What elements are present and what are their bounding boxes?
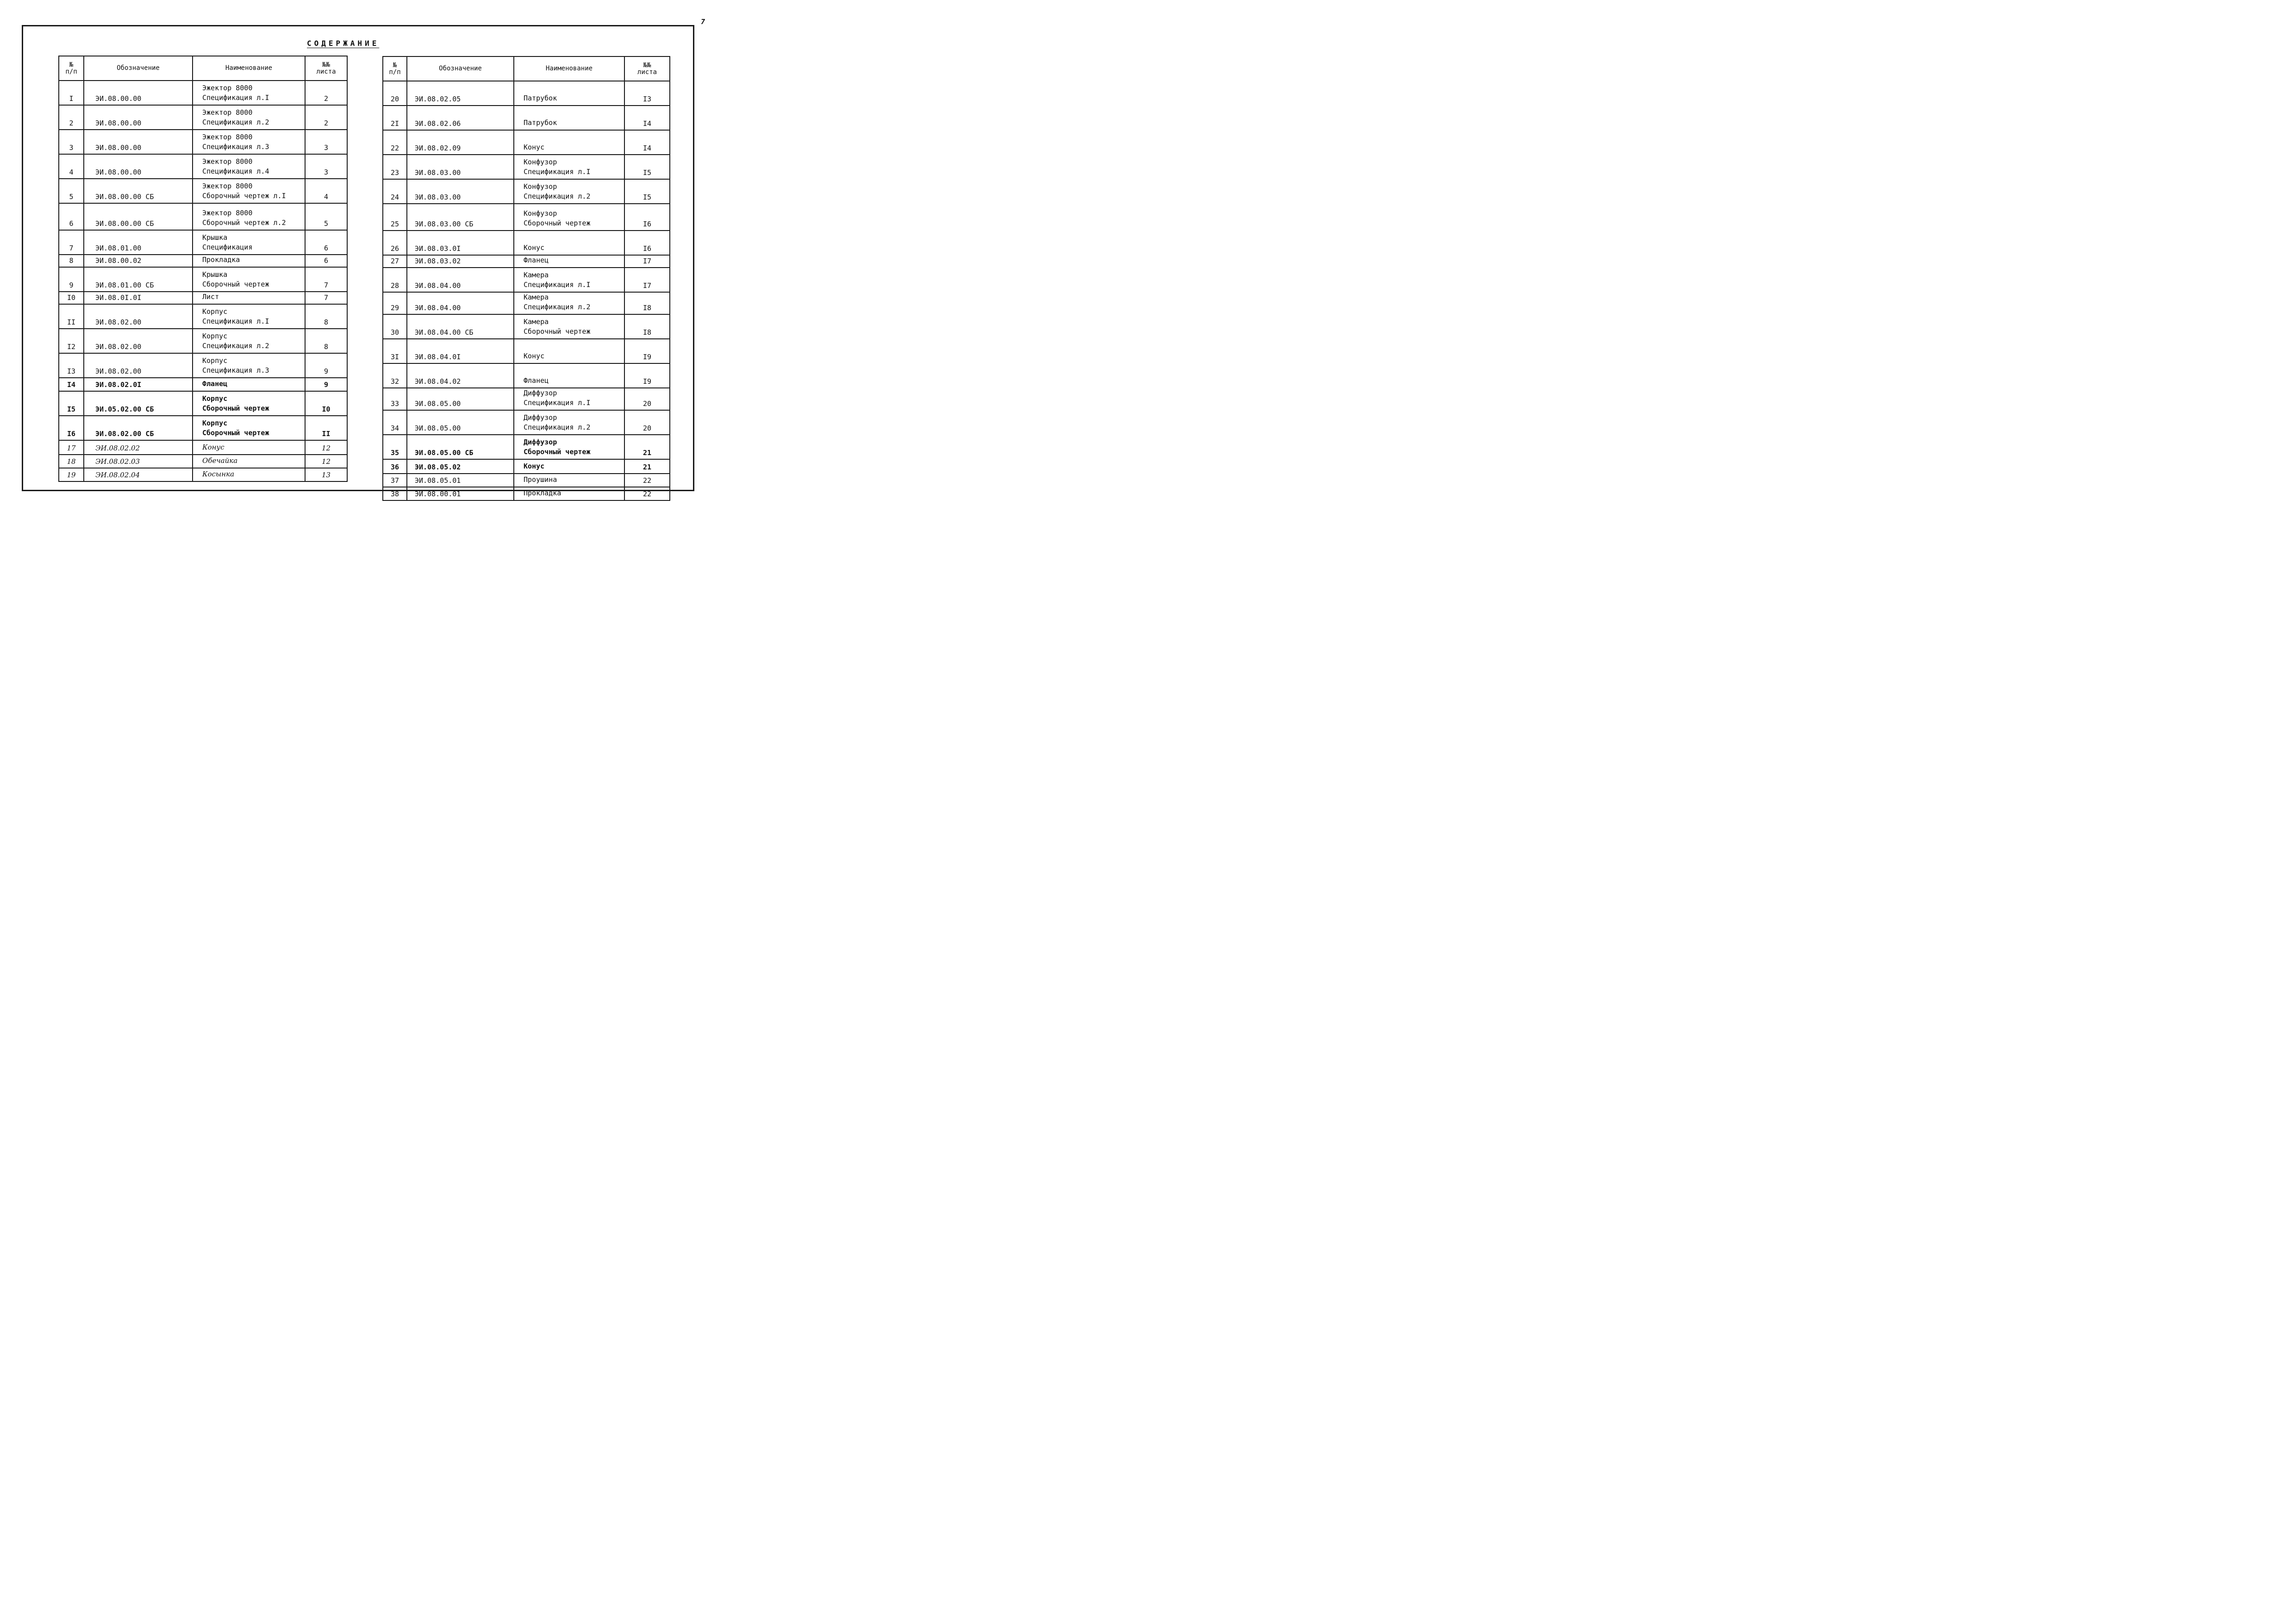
row-name <box>193 329 305 353</box>
row-name <box>193 203 305 230</box>
row-designation: ЭИ.08.04.00 СБ <box>407 314 514 339</box>
row-name-line: Конфузор <box>524 209 557 218</box>
row-designation: ЭИ.08.02.00 <box>84 329 193 353</box>
table-row <box>59 440 347 455</box>
row-name <box>514 231 624 255</box>
row-sheet: I4 <box>624 106 670 130</box>
table-row <box>383 487 670 500</box>
row-name-line: Конфузор <box>524 158 557 166</box>
row-name-line: Эжектор 8000 <box>202 133 253 141</box>
row-sheet: 8 <box>305 304 347 329</box>
column-header-sheet: №№ листа <box>624 56 670 81</box>
row-sheet: 12 <box>305 455 347 468</box>
row-number: 3I <box>383 339 407 363</box>
row-name <box>193 255 305 267</box>
row-name-line: Эжектор 8000 <box>202 108 253 117</box>
row-number: 4 <box>59 154 84 179</box>
row-name-line: Фланец <box>524 256 549 264</box>
row-sheet: I3 <box>624 81 670 106</box>
row-name-line: Спецификация л.4 <box>202 167 269 175</box>
row-sheet: 7 <box>305 292 347 304</box>
row-name-line: Обечайка <box>202 456 238 465</box>
row-sheet: I8 <box>624 314 670 339</box>
table-row <box>59 230 347 255</box>
row-number: 8 <box>59 255 84 267</box>
row-number: 2I <box>383 106 407 130</box>
document-title: СОДЕРЖАНИЕ <box>307 39 380 48</box>
row-number: 25 <box>383 204 407 231</box>
row-designation: ЭИ.08.05.00 СБ <box>407 435 514 459</box>
row-name <box>193 267 305 292</box>
row-name-line: Конфузор <box>524 182 557 191</box>
row-designation: ЭИ.08.02.02 <box>84 440 193 455</box>
table-row <box>59 468 347 481</box>
row-name <box>193 179 305 203</box>
row-name <box>514 204 624 231</box>
row-name-line: Спецификация л.2 <box>524 303 591 311</box>
row-name-line: Спецификация л.3 <box>202 366 269 375</box>
row-name <box>193 416 305 440</box>
row-sheet: I6 <box>624 231 670 255</box>
row-name-line: Спецификация л.I <box>524 399 591 407</box>
row-name <box>193 81 305 105</box>
table-row <box>59 391 347 416</box>
row-sheet: 21 <box>624 435 670 459</box>
row-name-line: Спецификация л.2 <box>202 342 269 350</box>
table-row <box>59 329 347 353</box>
row-name-line: Эжектор 8000 <box>202 84 253 92</box>
row-designation: ЭИ.08.04.02 <box>407 363 514 388</box>
row-designation: ЭИ.08.02.00 СБ <box>84 416 193 440</box>
row-name <box>514 292 624 314</box>
row-designation: ЭИ.08.03.02 <box>407 255 514 268</box>
row-sheet: I5 <box>624 179 670 204</box>
row-name <box>514 179 624 204</box>
table-row <box>59 292 347 304</box>
row-sheet: 12 <box>305 440 347 455</box>
row-sheet: I0 <box>305 391 347 416</box>
row-name-line: Спецификация л.I <box>202 317 269 325</box>
row-number: I4 <box>59 378 84 391</box>
row-sheet: 6 <box>305 230 347 255</box>
row-sheet: 9 <box>305 378 347 391</box>
row-designation: ЭИ.08.03.00 <box>407 155 514 179</box>
table-row <box>383 314 670 339</box>
row-designation: ЭИ.08.04.0I <box>407 339 514 363</box>
row-sheet: I9 <box>624 363 670 388</box>
column-header-code: Обозначение <box>407 56 514 81</box>
row-designation: ЭИ.08.00.00 <box>84 81 193 105</box>
row-name-line: Спецификация л.3 <box>202 143 269 151</box>
table-row <box>383 410 670 435</box>
row-designation: ЭИ.08.02.00 <box>84 353 193 378</box>
row-name <box>193 105 305 130</box>
row-number: I0 <box>59 292 84 304</box>
table-row <box>383 363 670 388</box>
row-number: 7 <box>59 230 84 255</box>
row-sheet: 4 <box>305 179 347 203</box>
row-number: 20 <box>383 81 407 106</box>
row-designation: ЭИ.08.00.00 СБ <box>84 179 193 203</box>
table-row <box>59 255 347 267</box>
row-sheet: 22 <box>624 474 670 487</box>
row-designation: ЭИ.08.00.00 <box>84 154 193 179</box>
row-sheet: II <box>305 416 347 440</box>
row-designation: ЭИ.08.00.00 СБ <box>84 203 193 230</box>
column-header-name: Наименование <box>193 56 305 81</box>
row-sheet: 20 <box>624 388 670 410</box>
table-row <box>383 81 670 106</box>
row-sheet: 22 <box>624 487 670 500</box>
row-sheet: 8 <box>305 329 347 353</box>
row-name <box>514 435 624 459</box>
row-name-line: Сборочный чертеж л.2 <box>202 219 286 227</box>
row-number: 18 <box>59 455 84 468</box>
row-name <box>514 388 624 410</box>
row-name-line: Сборочный чертеж л.I <box>202 192 286 200</box>
table-row <box>383 231 670 255</box>
row-number: 32 <box>383 363 407 388</box>
row-name-line: Сборочный чертеж <box>524 448 591 456</box>
row-name <box>193 292 305 304</box>
row-number: II <box>59 304 84 329</box>
row-name-line: Сборочный чертеж <box>524 219 591 227</box>
contents-table-left <box>58 56 348 482</box>
row-number: I2 <box>59 329 84 353</box>
table-row <box>383 435 670 459</box>
row-name-line: Корпус <box>202 356 228 365</box>
table-row <box>59 105 347 130</box>
table-row <box>383 292 670 314</box>
table-row <box>59 81 347 105</box>
row-name-line: Камера <box>524 293 549 301</box>
row-designation: ЭИ.08.00.00 <box>84 130 193 154</box>
row-name-line: Корпус <box>202 394 228 403</box>
row-designation: ЭИ.08.05.01 <box>407 474 514 487</box>
row-sheet: 7 <box>305 267 347 292</box>
table-row <box>59 416 347 440</box>
table-row <box>383 155 670 179</box>
table-row <box>59 179 347 203</box>
row-name-line: Лист <box>202 293 219 301</box>
row-name <box>514 255 624 268</box>
row-sheet: I7 <box>624 255 670 268</box>
row-sheet: 3 <box>305 130 347 154</box>
row-name-line: Сборочный чертеж <box>202 280 269 288</box>
row-number: 27 <box>383 255 407 268</box>
row-designation: ЭИ.08.01.00 <box>84 230 193 255</box>
row-sheet: I9 <box>624 339 670 363</box>
row-sheet: I4 <box>624 130 670 155</box>
row-name <box>193 378 305 391</box>
column-header-sheet: №№ листа <box>305 56 347 81</box>
row-name-line: Проушина <box>524 475 557 484</box>
row-sheet: I8 <box>624 292 670 314</box>
row-designation: ЭИ.08.05.00 <box>407 388 514 410</box>
row-name <box>514 363 624 388</box>
table-row <box>383 388 670 410</box>
table-row <box>383 106 670 130</box>
row-name <box>514 155 624 179</box>
row-name-line: Спецификация л.I <box>524 168 591 176</box>
contents-table-right <box>382 56 670 501</box>
row-number: 30 <box>383 314 407 339</box>
row-name-line: Корпус <box>202 307 228 316</box>
row-designation: ЭИ.08.01.00 СБ <box>84 267 193 292</box>
row-number: 6 <box>59 203 84 230</box>
row-name-line: Крышка <box>202 233 228 242</box>
row-name <box>193 440 305 455</box>
table-row <box>59 130 347 154</box>
row-number: 2 <box>59 105 84 130</box>
table-row <box>383 179 670 204</box>
row-name-line: Сборочный чертеж <box>524 327 591 336</box>
row-designation: ЭИ.08.02.04 <box>84 468 193 481</box>
row-number: 29 <box>383 292 407 314</box>
row-sheet: 3 <box>305 154 347 179</box>
table-row <box>383 255 670 268</box>
row-sheet: 6 <box>305 255 347 267</box>
row-name-line: Эжектор 8000 <box>202 209 253 217</box>
row-number: I3 <box>59 353 84 378</box>
row-designation: ЭИ.08.02.00 <box>84 304 193 329</box>
row-designation: ЭИ.08.0I.0I <box>84 292 193 304</box>
row-number: 38 <box>383 487 407 500</box>
row-name-line: Конус <box>524 143 545 151</box>
table-row <box>383 474 670 487</box>
row-name-line: Корпус <box>202 332 228 340</box>
table-row <box>59 353 347 378</box>
table-row <box>59 203 347 230</box>
row-name-line: Патрубок <box>524 94 557 102</box>
row-designation: ЭИ.08.03.0I <box>407 231 514 255</box>
row-number: 17 <box>59 440 84 455</box>
row-name <box>514 81 624 106</box>
row-name <box>193 353 305 378</box>
row-name <box>514 410 624 435</box>
row-number: 34 <box>383 410 407 435</box>
row-designation: ЭИ.08.05.00 <box>407 410 514 435</box>
row-name-line: Прокладка <box>524 489 562 497</box>
table-row <box>383 459 670 474</box>
row-sheet: 5 <box>305 203 347 230</box>
row-name <box>193 130 305 154</box>
row-number: 35 <box>383 435 407 459</box>
row-designation: ЭИ.08.00.01 <box>407 487 514 500</box>
row-name <box>193 391 305 416</box>
row-name <box>193 304 305 329</box>
table-row <box>59 267 347 292</box>
row-number: 28 <box>383 268 407 292</box>
row-number: I <box>59 81 84 105</box>
row-designation: ЭИ.08.03.00 <box>407 179 514 204</box>
table-row <box>383 339 670 363</box>
row-name <box>193 154 305 179</box>
row-designation: ЭИ.08.04.00 <box>407 292 514 314</box>
row-designation: ЭИ.08.00.00 <box>84 105 193 130</box>
table-row <box>383 130 670 155</box>
table-row <box>59 154 347 179</box>
row-name-line: Эжектор 8000 <box>202 182 253 190</box>
table-row <box>59 378 347 391</box>
row-name-line: Спецификация л.I <box>202 94 269 102</box>
row-sheet: I6 <box>624 204 670 231</box>
column-header-number: № п/п <box>383 56 407 81</box>
row-designation: ЭИ.08.02.06 <box>407 106 514 130</box>
column-header-code: Обозначение <box>84 56 193 81</box>
row-designation: ЭИ.08.04.00 <box>407 268 514 292</box>
row-name-line: Конус <box>524 462 545 470</box>
row-name-line: Спецификация <box>202 243 253 251</box>
table-row <box>383 204 670 231</box>
row-name <box>514 106 624 130</box>
row-name <box>514 474 624 487</box>
row-name <box>514 314 624 339</box>
table-row <box>59 304 347 329</box>
row-name-line: Патрубок <box>524 119 557 127</box>
column-header-name: Наименование <box>514 56 624 81</box>
row-name-line: Спецификация л.2 <box>202 118 269 126</box>
row-name-line: Конус <box>202 443 225 451</box>
row-name <box>514 459 624 474</box>
row-name-line: Косынка <box>202 470 235 478</box>
row-number: 26 <box>383 231 407 255</box>
row-name-line: Сборочный чертеж <box>202 404 269 412</box>
row-number: 19 <box>59 468 84 481</box>
row-name <box>514 130 624 155</box>
row-designation: ЭИ.08.02.03 <box>84 455 193 468</box>
row-sheet: I5 <box>624 155 670 179</box>
row-number: 22 <box>383 130 407 155</box>
row-name-line: Камера <box>524 318 549 326</box>
row-number: 5 <box>59 179 84 203</box>
row-name-line: Спецификация л.2 <box>524 423 591 431</box>
row-sheet: 20 <box>624 410 670 435</box>
row-number: 3 <box>59 130 84 154</box>
table-row <box>383 268 670 292</box>
row-name <box>514 268 624 292</box>
row-name-line: Диффузор <box>524 438 557 446</box>
row-number: I6 <box>59 416 84 440</box>
row-designation: ЭИ.08.00.02 <box>84 255 193 267</box>
row-number: 24 <box>383 179 407 204</box>
row-name-line: Камера <box>524 271 549 279</box>
row-sheet: 13 <box>305 468 347 481</box>
row-designation: ЭИ.08.03.00 СБ <box>407 204 514 231</box>
row-name-line: Диффузор <box>524 389 557 397</box>
row-designation: ЭИ.08.05.02 <box>407 459 514 474</box>
row-sheet: 2 <box>305 105 347 130</box>
row-name-line: Спецификация л.2 <box>524 192 591 200</box>
row-number: 37 <box>383 474 407 487</box>
row-name-line: Эжектор 8000 <box>202 157 253 166</box>
row-number: 33 <box>383 388 407 410</box>
row-sheet: I7 <box>624 268 670 292</box>
row-name-line: Фланец <box>202 380 228 388</box>
table-row <box>59 455 347 468</box>
row-designation: ЭИ.08.02.0I <box>84 378 193 391</box>
column-header-number: № п/п <box>59 56 84 81</box>
row-designation: ЭИ.08.02.05 <box>407 81 514 106</box>
row-name <box>514 487 624 500</box>
contents-rows-right <box>383 81 670 500</box>
row-designation: ЭИ.05.02.00 СБ <box>84 391 193 416</box>
row-name-line: Сборочный чертеж <box>202 429 269 437</box>
row-name-line: Фланец <box>524 376 549 385</box>
row-name <box>193 468 305 481</box>
row-number: 36 <box>383 459 407 474</box>
row-name-line: Диффузор <box>524 413 557 422</box>
row-name-line: Корпус <box>202 419 228 427</box>
row-number: 23 <box>383 155 407 179</box>
row-sheet: 21 <box>624 459 670 474</box>
row-designation: ЭИ.08.02.09 <box>407 130 514 155</box>
row-name-line: Крышка <box>202 270 228 279</box>
row-name <box>193 455 305 468</box>
row-name-line: Конус <box>524 244 545 252</box>
row-name <box>514 339 624 363</box>
row-number: 9 <box>59 267 84 292</box>
row-name-line: Конус <box>524 352 545 360</box>
row-sheet: 2 <box>305 81 347 105</box>
row-sheet: 9 <box>305 353 347 378</box>
row-number: I5 <box>59 391 84 416</box>
row-name <box>193 230 305 255</box>
contents-rows-left <box>59 81 347 481</box>
page-number: 7 <box>701 18 705 26</box>
row-name-line: Спецификация л.I <box>524 281 591 289</box>
row-name-line: Прокладка <box>202 256 240 264</box>
